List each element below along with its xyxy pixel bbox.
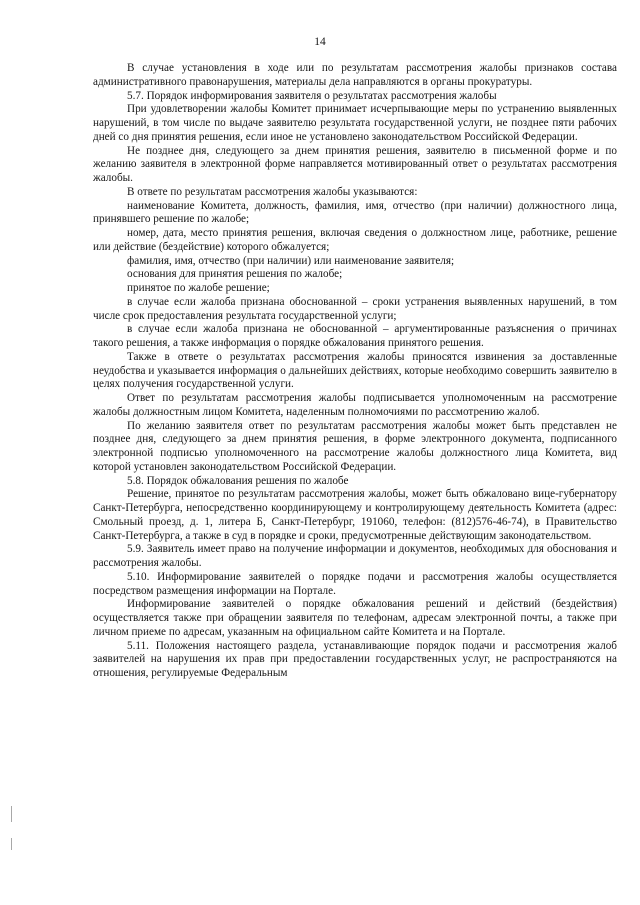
list-item: в случае если жалоба признана не обоснованной – аргументированные разъяснения о причинах такого решения, а также информация о порядке обжалования принятого решения. <box>93 323 617 349</box>
section-heading-5-7: 5.7. Порядок информирования заявителя о результатах рассмотрения жалобы <box>127 89 497 102</box>
list-item: принятое по жалобе решение; <box>127 282 270 294</box>
scan-edge-mark <box>11 806 12 822</box>
paragraph: Также в ответе о результатах рассмотрения жалобы приносятся извинения за доставленные неудобства и указывается информация о дальнейших действиях, которые необходимо совершить заявителю в целях получения государственной услуги. <box>93 350 617 391</box>
paragraph: Информирование заявителей о порядке обжалования решений и действий (бездействия) осуществляется также при обращении заявителя по телефонам, адресам электронной почты, а также при личном приеме по адресам, указанным на официальном сайте Комитета и на Портале. <box>93 598 617 638</box>
list-item: номер, дата, место принятия решения, включая сведения о должностном лице, работнике, решение или действие (бездействие) которого обжалуется; <box>93 227 617 253</box>
list-item: основания для принятия решения по жалобе; <box>127 268 343 281</box>
page-number: 14 <box>314 36 326 48</box>
paragraph: Решение, принятое по результатам рассмотрения жалобы, может быть обжаловано вице-губернатору Санкт-Петербурга, непосредственно координирующему и контролирующему деятельность Комитета (адрес: Смольный проезд, д. 1, литера Б, Санкт-Петербург, 191060, телефон: (812)576-46-74), в Правительство Санкт-Петербурга, а также в суд в порядке и сроки, предусмотренные действующим законодательством. <box>93 488 617 542</box>
paragraph: 5.11. Положения настоящего раздела, устанавливающие порядок подачи и рассмотрения жалоб заявителей на нарушения их прав при предоставлении государственных услуг, не распространяются на отношения, регулируемые Федеральным <box>93 639 617 679</box>
paragraph: По желанию заявителя ответ по результатам рассмотрения жалобы может быть представлен не позднее дня, следующего за днем принятия решения, в форме электронного документа, подписанного электронной подписью уполномоченного на рассмотрение жалобы должностного лица Комитета, вид которой установлен законодательством Российской Федерации. <box>93 419 617 473</box>
paragraph: В случае установления в ходе или по результатам рассмотрения жалобы признаков состава административного правонарушения, материалы дела направляются в органы прокуратуры. <box>93 62 617 88</box>
paragraph: При удовлетворении жалобы Комитет принимает исчерпывающие меры по устранению выявленных нарушений, в том числе по выдаче заявителю результата государственной услуги, не позднее пяти рабочих дней со дня принятия решения, если иное не установлено законодательством Российской Федерации. <box>93 103 617 143</box>
paragraph: 5.10. Информирование заявителей о порядке подачи и рассмотрения жалобы осуществляется посредством размещения информации на Портале. <box>93 570 617 597</box>
paragraph: В ответе по результатам рассмотрения жалобы указываются: <box>127 185 418 198</box>
section-heading-5-8: 5.8. Порядок обжалования решения по жалобе <box>127 474 349 487</box>
paragraph: Не позднее дня, следующего за днем принятия решения, заявителю в письменной форме и по желанию заявителя в электронной форме направляется мотивированный ответ о результатах рассмотрения жалобы. <box>93 144 617 184</box>
list-item: фамилия, имя, отчество (при наличии) или наименование заявителя; <box>127 254 455 267</box>
paragraph: 5.9. Заявитель имеет право на получение информации и документов, необходимых для обоснования и рассмотрения жалобы. <box>93 543 617 569</box>
list-item: в случае если жалоба признана обоснованной – сроки устранения выявленных нарушений, в том числе срок предоставления результата государственной услуги; <box>93 295 617 322</box>
paragraph: Ответ по результатам рассмотрения жалобы подписывается уполномоченным на рассмотрение жалобы должностным лицом Комитета, наделенным полномочиями по рассмотрению жалоб. <box>93 392 617 418</box>
list-item: наименование Комитета, должность, фамилия, имя, отчество (при наличии) должностного лица, принявшего решение по жалобе; <box>93 199 617 226</box>
document-body <box>93 62 617 681</box>
scan-edge-mark <box>11 838 12 850</box>
